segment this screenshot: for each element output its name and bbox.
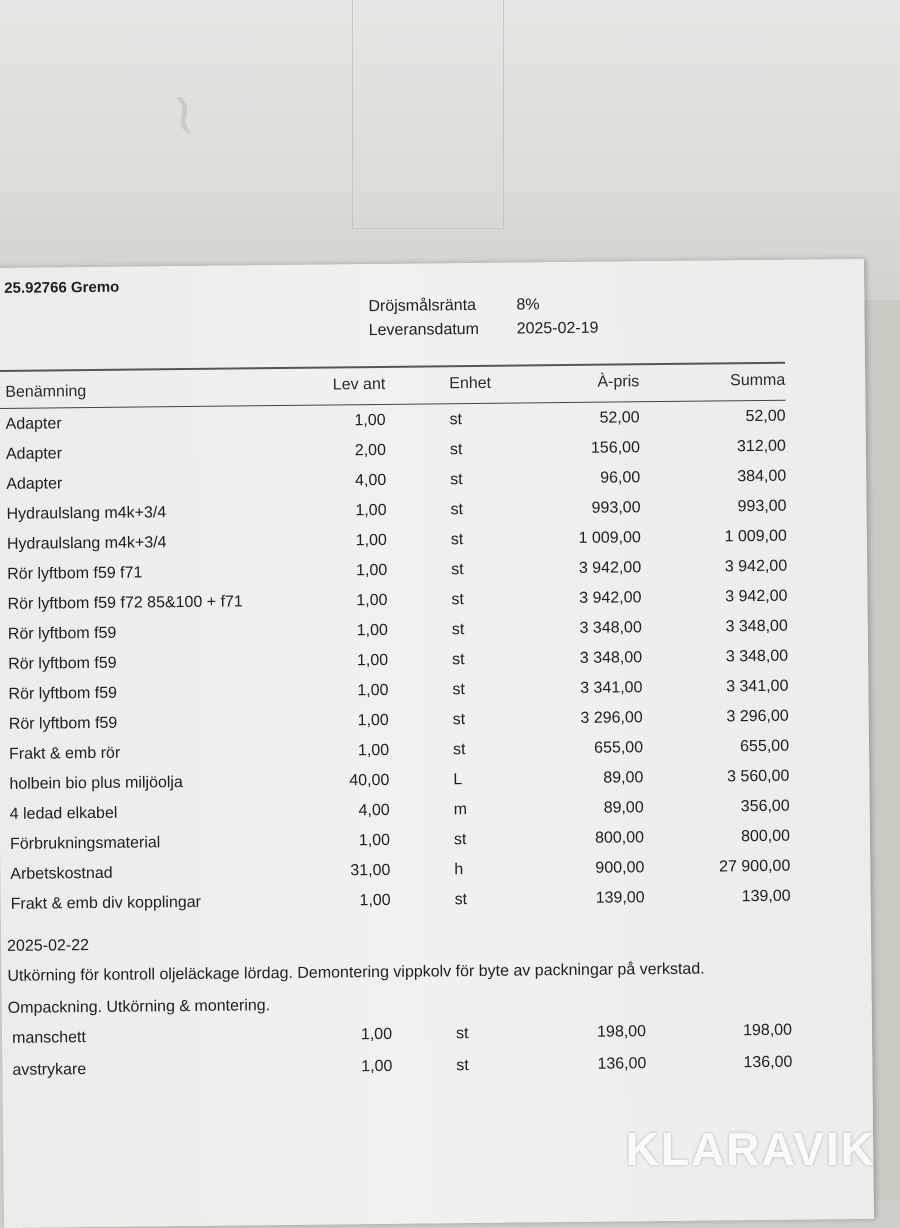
item-unit-price: 136,00 — [597, 1055, 647, 1073]
item-description: Adapter — [6, 475, 63, 493]
item-unit-price: 89,00 — [603, 769, 644, 787]
col-header-total: Summa — [730, 371, 786, 390]
item-total: 3 296,00 — [726, 707, 789, 726]
item-total: 27 900,00 — [719, 857, 791, 876]
item-unit-price: 3 348,00 — [579, 619, 642, 637]
item-total: 384,00 — [737, 467, 787, 486]
item-total: 3 341,00 — [726, 677, 789, 696]
item-quantity: 40,00 — [349, 771, 390, 790]
item-unit: m — [453, 801, 468, 819]
item-unit: st — [452, 711, 466, 729]
item-unit: st — [451, 561, 464, 579]
watermark-logo: KLARAVIK — [625, 1123, 876, 1175]
col-header-quantity: Lev ant — [332, 375, 386, 394]
item-unit-price: 3 942,00 — [579, 589, 642, 607]
table-row — [2, 1053, 872, 1092]
item-total: 3 560,00 — [726, 767, 790, 786]
item-total: 3 348,00 — [725, 647, 789, 666]
item-description: Rör lyftbom f59 — [8, 654, 117, 673]
item-quantity: 2,00 — [354, 441, 387, 460]
item-total: 3 942,00 — [725, 587, 788, 606]
item-quantity: 4,00 — [355, 471, 387, 490]
col-header-unit: Enhet — [449, 374, 492, 393]
item-quantity: 31,00 — [350, 861, 391, 880]
item-quantity: 4,00 — [358, 801, 390, 820]
item-quantity: 1,00 — [361, 1057, 393, 1076]
item-unit: st — [452, 681, 465, 699]
item-description: Adapter — [5, 445, 63, 463]
late-interest-label: Dröjsmålsränta — [368, 296, 477, 316]
item-unit: h — [454, 861, 464, 879]
delivery-date-label: Leveransdatum — [368, 320, 480, 340]
item-total: 136,00 — [743, 1053, 793, 1072]
item-quantity: 1,00 — [359, 891, 391, 910]
item-quantity: 1,00 — [357, 741, 390, 760]
delivery-date-value: 2025-02-19 — [516, 319, 599, 338]
item-description: Förbrukningsmaterial — [9, 834, 161, 853]
item-unit-price: 3 296,00 — [580, 709, 643, 727]
item-total: 1 009,00 — [724, 527, 787, 546]
item-description: Frakt & emb rör — [9, 744, 121, 763]
item-description: Adapter — [5, 415, 62, 433]
item-unit: st — [450, 471, 463, 489]
item-unit-price: 89,00 — [603, 799, 644, 817]
item-quantity: 1,00 — [354, 411, 386, 430]
late-interest-value: 8% — [516, 296, 540, 314]
invoice-page — [0, 259, 874, 1228]
item-unit-price: 655,00 — [594, 739, 644, 757]
item-description: Rör lyftbom f59 — [7, 624, 117, 643]
item-unit-price: 198,00 — [597, 1023, 647, 1041]
item-unit: st — [449, 441, 463, 459]
item-quantity: 1,00 — [356, 621, 388, 640]
work-note-line-2: Ompackning. Utkörning & montering. — [7, 997, 271, 1017]
item-description: Arbetskostnad — [10, 864, 113, 883]
col-header-description: Benämning — [5, 383, 87, 401]
item-description: avstrykare — [12, 1061, 87, 1079]
item-total: 198,00 — [743, 1021, 793, 1040]
item-total: 800,00 — [740, 827, 791, 846]
item-total: 52,00 — [745, 407, 786, 426]
item-quantity: 1,00 — [357, 681, 389, 700]
work-date: 2025-02-22 — [7, 937, 90, 955]
item-unit: st — [454, 891, 468, 909]
item-description: Rör lyftbom f59 f71 — [7, 564, 143, 583]
item-unit: st — [453, 831, 467, 849]
item-unit: st — [450, 501, 464, 519]
item-description: Rör lyftbom f59 f72 85&100 + f71 — [7, 593, 243, 613]
item-quantity: 1,00 — [355, 501, 387, 520]
item-description: Frakt & emb div kopplingar — [10, 893, 202, 913]
item-quantity: 1,00 — [355, 531, 387, 550]
item-quantity: 1,00 — [356, 651, 389, 670]
item-unit: st — [452, 741, 466, 759]
col-header-unit-price: À-pris — [597, 373, 640, 391]
item-description: Rör lyftbom f59 — [8, 714, 118, 733]
ghost-handwriting: ~ — [146, 84, 224, 146]
item-unit-price: 52,00 — [599, 409, 640, 427]
item-unit: st — [449, 411, 463, 429]
background-document — [0, 0, 900, 300]
table-header-rule — [0, 400, 785, 409]
item-total: 3 348,00 — [725, 617, 788, 636]
item-unit-price: 3 348,00 — [579, 649, 643, 667]
item-unit-price: 96,00 — [600, 469, 641, 487]
item-quantity: 1,00 — [357, 711, 389, 730]
item-unit: st — [452, 651, 465, 669]
item-description: manschett — [11, 1029, 86, 1047]
item-unit-price: 1 009,00 — [578, 529, 641, 547]
item-unit: st — [456, 1057, 469, 1075]
customer-reference: 25.92766 Gremo — [4, 278, 120, 297]
item-description: Hydraulslang m4k+3/4 — [6, 504, 167, 523]
item-unit: st — [451, 591, 465, 609]
item-unit: st — [451, 621, 465, 639]
item-unit: st — [455, 1025, 469, 1043]
table-top-rule — [0, 362, 785, 372]
item-total: 312,00 — [736, 437, 786, 456]
item-description: holbein bio plus miljöolja — [9, 774, 183, 793]
item-unit: st — [450, 531, 464, 549]
item-total: 3 942,00 — [724, 557, 788, 576]
item-unit: L — [453, 771, 463, 789]
item-quantity: 1,00 — [355, 561, 388, 580]
item-unit-price: 993,00 — [591, 499, 641, 517]
item-unit-price: 3 942,00 — [578, 559, 642, 577]
item-quantity: 1,00 — [358, 831, 391, 850]
item-total: 993,00 — [737, 497, 787, 516]
item-description: Rör lyftbom f59 — [8, 684, 118, 703]
item-quantity: 1,00 — [356, 591, 388, 610]
ghost-stamp-box — [352, 0, 504, 229]
item-quantity: 1,00 — [360, 1025, 393, 1044]
item-unit-price: 3 341,00 — [580, 679, 643, 697]
item-unit-price: 900,00 — [595, 859, 645, 877]
item-unit-price: 156,00 — [590, 439, 641, 457]
item-total: 139,00 — [741, 887, 791, 906]
item-total: 655,00 — [740, 737, 790, 756]
work-note-line-1: Utkörning för kontroll oljeläckage lördag. Demontering vippkolv för byte av packningar på verkstad. — [7, 960, 705, 985]
item-unit-price: 800,00 — [594, 829, 645, 847]
item-total: 356,00 — [740, 797, 790, 816]
item-description: 4 ledad elkabel — [9, 804, 118, 823]
item-description: Hydraulslang m4k+3/4 — [6, 534, 167, 553]
item-unit-price: 139,00 — [595, 889, 645, 907]
